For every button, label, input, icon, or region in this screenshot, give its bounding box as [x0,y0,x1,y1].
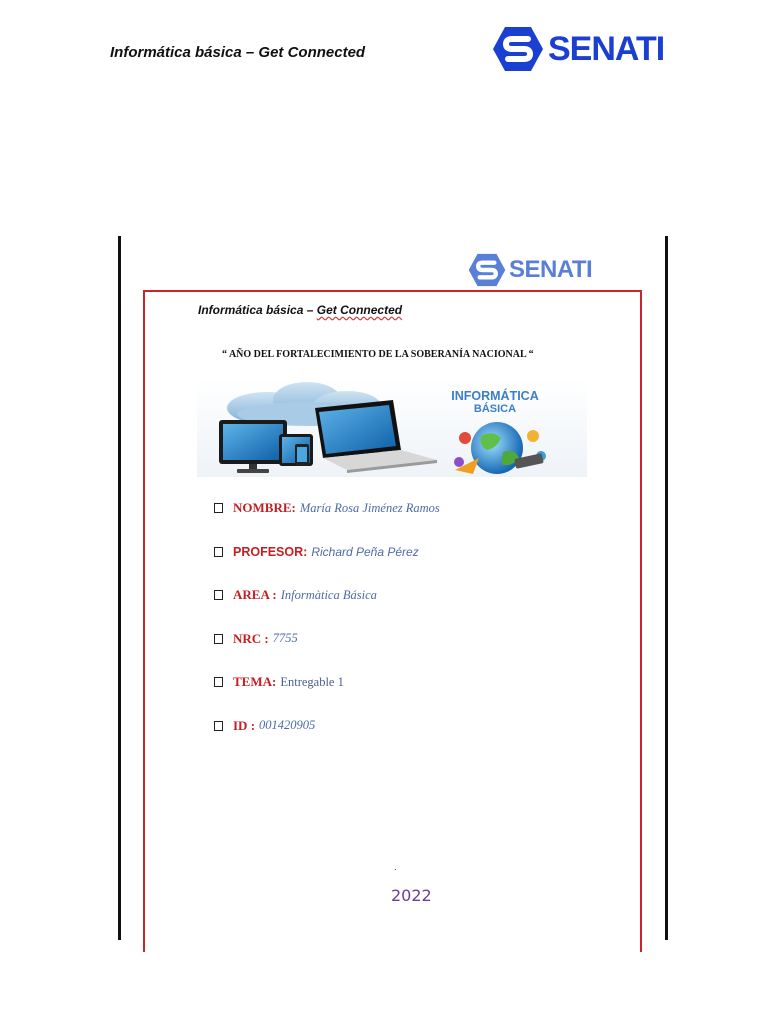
year-motto: “ AÑO DEL FORTALECIMIENTO DE LA SOBERANÍA NACIONAL “ [222,349,534,360]
banner-title-line1: INFORMÁTICA [451,389,539,403]
senati-logo-text: SENATI [548,29,665,68]
field-area [214,585,440,605]
checkbox-bullet-icon [214,721,223,731]
page-header-title: Informática básica – Get Connected [110,44,366,61]
checkbox-bullet-icon [214,547,223,557]
senati-logo [492,26,684,72]
field-id [214,716,440,736]
field-nrc [214,629,440,649]
senati-s-hexagon-icon [492,26,544,72]
student-info-list [214,498,440,759]
dot-mark: . [394,862,397,873]
field-label: ID : [233,717,256,733]
field-value: 7755 [272,631,298,645]
field-value: 001420905 [259,718,316,732]
field-label: NOMBRE: [233,500,296,515]
field-label: PROFESOR: [233,544,308,559]
cover-header-sub: Get Connected [316,303,403,317]
field-value: Informàtica Básica [280,587,377,602]
field-value: Entregable 1 [280,674,344,689]
field-tema [214,672,440,692]
cover-senati-logo [468,252,604,288]
field-label: TEMA: [233,674,277,689]
cover-senati-logo-text: SENATI [509,256,593,283]
cover-header-title [198,303,402,317]
field-label: NRC : [233,630,269,646]
checkbox-bullet-icon [214,503,223,513]
informatica-banner [197,378,587,477]
cover-year: 2022 [391,886,432,905]
checkbox-bullet-icon [214,590,223,600]
checkbox-bullet-icon [214,634,223,644]
field-nombre [214,498,440,518]
checkbox-bullet-icon [214,677,223,687]
field-label: AREA : [233,587,277,602]
cover-header-main: Informática básica – [198,303,314,317]
banner-title-line2: BÁSICA [473,403,517,415]
field-value: Richard Peña Pérez [311,544,419,559]
banner-illustration [197,378,587,477]
field-profesor [214,542,440,562]
field-value: María Rosa Jiménez Ramos [299,500,440,515]
senati-s-hexagon-icon [468,253,506,287]
phone-icon [295,444,309,466]
